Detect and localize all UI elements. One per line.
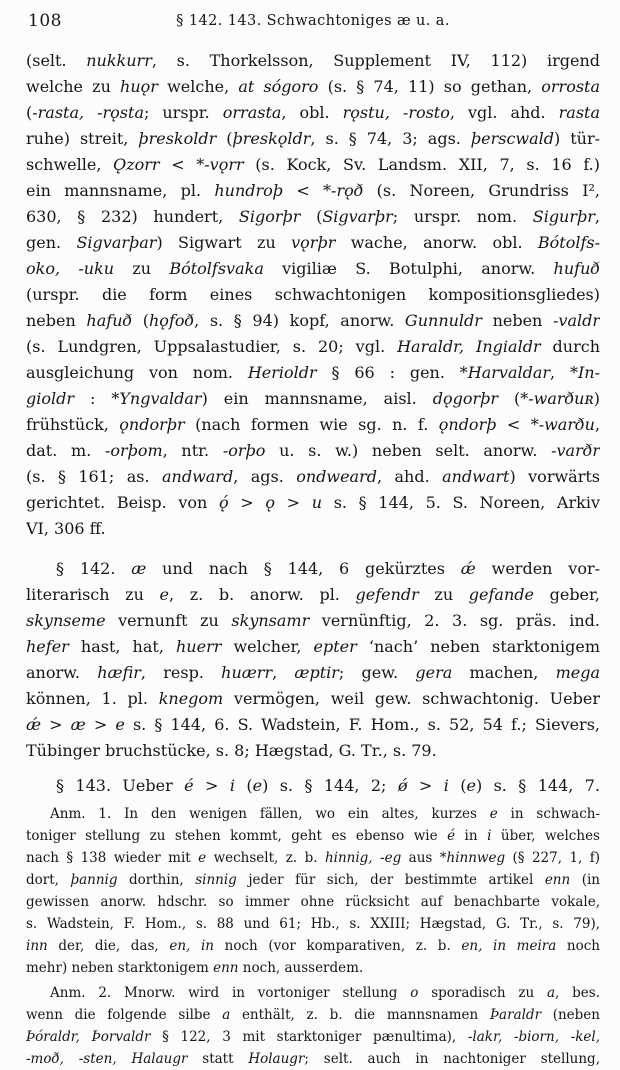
text-line: ǽ > æ > e s. § 144, 6. S. Wadstein, F. Hom., s. 52, 54 f.; Sievers, [26, 715, 600, 734]
text-line: mehr) neben starktonigem enn noch, ausserdem. [26, 960, 364, 976]
page-body [26, 48, 600, 1070]
text-line: VI, 306 ff. [26, 519, 106, 538]
text-line: gerichtet. Beisp. von ǫ́ > ǫ > u s. § 144, 5. S. Noreen, Arkiv [26, 493, 600, 512]
text-line: Tübinger bruchstücke, s. 8; Hægstad, G. Tr., s. 79. [26, 741, 437, 760]
text-line: welche zu huǫr welche, at sógoro (s. § 74, 11) so gethan, orrosta [26, 77, 600, 96]
text-line: ruhe) streit, þreskoldr (þreskǫldr, s. § 74, 3; ags. þerscwald) tür- [26, 129, 600, 148]
page-number: 108 [28, 11, 62, 31]
text-line: dat. m. -orþom, ntr. -orþo u. s. w.) neben selt. anorw. -varðr [26, 441, 600, 460]
text-line: oko, -uku zu Bótolfsvaka vigiliæ S. Botulphi, anorw. hufuð [26, 259, 600, 278]
text-line: gewissen anorw. hdschr. so immer ohne rücksicht auf benachbarte vokale, [26, 894, 600, 910]
text-line: (-rasta, -rǫsta; urspr. orrasta, obl. rǫstu, -rosto, vgl. ahd. rasta [26, 103, 600, 122]
text-line: § 143. Ueber é > i (e) s. § 144, 2; ǿ > i (e) s. § 144, 7. [56, 776, 600, 795]
text-line: (urspr. die form eines schwachtonigen kompositionsgliedes) [26, 285, 600, 304]
text-line: dort, þannig dorthin, sinnig jeder für sich, der bestimmte artikel enn (in [26, 872, 600, 888]
text-line: Anm. 1. In den wenigen fällen, wo ein altes, kurzes e in schwach- [50, 806, 600, 822]
text-line: -moð, -sten, Halaugr statt Holaugr; selt. auch in nachtoniger stellung, [26, 1051, 600, 1067]
page-header [26, 10, 600, 34]
text-line: toniger stellung zu stehen kommt, geht es ebenso wie é in i über, welches [26, 828, 600, 844]
text-line: literarisch zu e, z. b. anorw. pl. gefendr zu gefande geber, [26, 585, 600, 604]
text-line: inn der, die, das, en, in noch (vor komparativen, z. b. en, in meira noch [26, 938, 600, 954]
text-line: nach § 138 wieder mit e wechselt, z. b. hinnig, -eg aus *hinnweg (§ 227, 1, f) [26, 850, 600, 866]
note-2 [26, 982, 600, 1070]
text-line: ein mannsname, pl. hundroþ < *-rǫð (s. Noreen, Grundriss I², [26, 181, 600, 200]
text-line: Þóraldr, Þorvaldr § 122, 3 mit starktoniger pænultima), -lakr, -biorn, -kel, [26, 1029, 600, 1045]
paragraph-142 [26, 556, 600, 764]
running-title: § 142. 143. Schwachtoniges æ u. a. [176, 13, 450, 29]
text-line: hefer hast, hat, huerr welcher, epter ‘nach’ neben starktonigem [26, 637, 600, 656]
text-line: § 142. æ und nach § 144, 6 gekürztes ǽ werden vor- [56, 559, 600, 578]
text-line: gioldr : *Yngvaldar) ein mannsname, aisl. dǫgorþr (*-warðuʀ) [26, 389, 600, 408]
text-line: neben hafuð (hǫfoð, s. § 94) kopf, anorw. Gunnuldr neben -valdr [26, 311, 600, 330]
text-line: ausgleichung von nom. Herioldr § 66 : gen. *Harvaldar, *In- [26, 363, 600, 382]
paragraph-143 [26, 773, 600, 799]
paragraph-continuation [26, 48, 600, 542]
text-line: wenn die folgende silbe a enthält, z. b. die mannsnamen Þaraldr (neben [26, 1007, 600, 1023]
text-line: können, 1. pl. knegom vermögen, weil gew. schwachtonig. Ueber [26, 689, 600, 708]
text-line: Anm. 2. Mnorw. wird in vortoniger stellung o sporadisch zu a, bes. [50, 985, 600, 1001]
text-line: (selt. nukkurr, s. Thorkelsson, Supplement IV, 112) irgend [26, 51, 600, 70]
text-line: (s. Lundgren, Uppsalastudier, s. 20; vgl. Haraldr, Ingialdr durch [26, 337, 600, 356]
text-line: gen. Sigvarþar) Sigwart zu vǫrþr wache, anorw. obl. Bótolfs- [26, 233, 600, 252]
text-line: 630, § 232) hundert, Sigorþr (Sigvarþr; urspr. nom. Sigurþr, [26, 207, 600, 226]
text-line: frühstück, ǫndorþr (nach formen wie sg. n. f. ǫndorþ < *-warðu, [26, 415, 600, 434]
text-line: skynseme vernunft zu skynsamr vernünftig, 2. 3. sg. präs. ind. [26, 611, 600, 630]
text-line: s. Wadstein, F. Hom., s. 88 und 61; Hb., s. XXIII; Hægstad, G. Tr., s. 79), [26, 916, 600, 932]
text-line: schwelle, Ǫzorr < *-vǫrr (s. Kock, Sv. Landsm. XII, 7, s. 16 f.) [26, 155, 600, 174]
note-1 [26, 803, 600, 979]
text-line: anorw. hæfir, resp. huærr, æptir; gew. gera machen, mega [26, 663, 600, 682]
text-line: (s. § 161; as. andward, ags. ondweard, ahd. andwart) vorwärts [26, 467, 600, 486]
